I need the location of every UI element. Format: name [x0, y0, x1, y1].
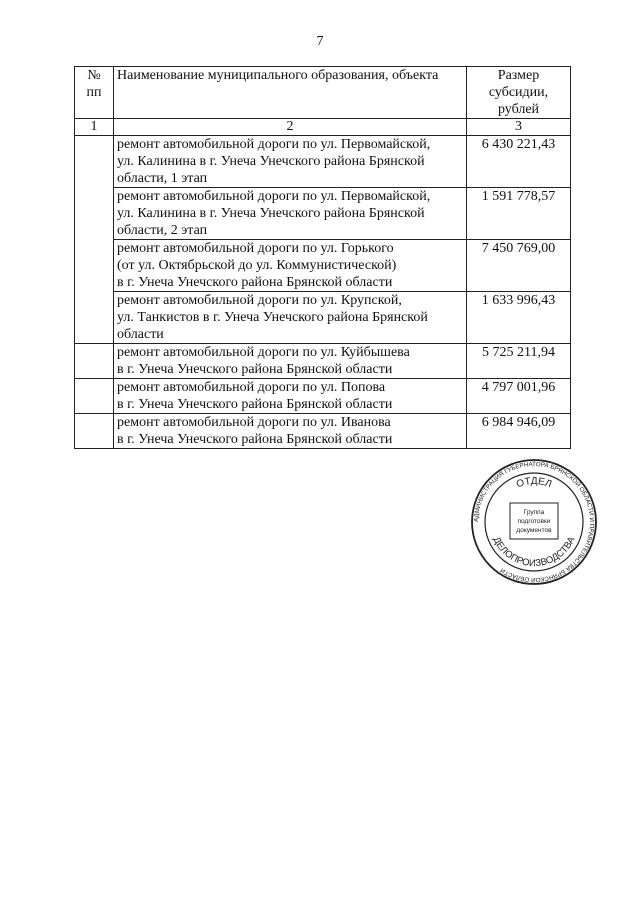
header-amount	[467, 67, 571, 119]
row-name-line: ремонт автомобильной дороги по ул. Первомайской,	[117, 137, 431, 152]
header-number-line1: №	[87, 68, 101, 83]
row-number	[75, 292, 114, 344]
header-amount-line3: рублей	[497, 102, 540, 117]
column-numbers-row	[75, 119, 571, 136]
subsidy-table	[74, 66, 571, 449]
row-name-line: ул. Калинина в г. Унеча Унечского района Брянской	[117, 206, 425, 221]
row-object-name	[114, 344, 467, 379]
row-name-line: в г. Унеча Унечского района Брянской области	[117, 275, 393, 290]
table-row	[75, 344, 571, 379]
column-number-1: 1	[75, 119, 114, 136]
stamp-graphic	[470, 458, 598, 586]
stamp-center-line: Группа	[523, 509, 545, 516]
header-amount-line2: субсидии,	[488, 85, 549, 100]
row-name-line: ремонт автомобильной дороги по ул. Первомайской,	[117, 189, 431, 204]
stamp-center-line: подготовки	[517, 518, 551, 525]
table-row	[75, 292, 571, 344]
row-object-name	[114, 136, 467, 188]
row-name-line: в г. Унеча Унечского района Брянской области	[117, 397, 393, 412]
row-amount: 1 633 996,43	[467, 292, 571, 344]
row-name-line: области	[117, 327, 164, 342]
table-row	[75, 379, 571, 414]
header-name: Наименование муниципального образования, объекта	[114, 67, 467, 119]
row-object-name	[114, 240, 467, 292]
row-number	[75, 379, 114, 414]
header-number-line2: пп	[86, 85, 102, 100]
row-number	[75, 136, 114, 188]
table-header-row	[75, 67, 571, 119]
table-row	[75, 188, 571, 240]
row-number	[75, 414, 114, 449]
page-number: 7	[316, 34, 324, 49]
row-object-name	[114, 188, 467, 240]
row-name-line: в г. Унеча Унечского района Брянской области	[117, 432, 393, 447]
row-name-line: ремонт автомобильной дороги по ул. Иванова	[117, 415, 391, 430]
row-name-line: области, 2 этап	[117, 223, 208, 238]
row-name-line: ул. Танкистов в г. Унеча Унечского района Брянской	[117, 310, 428, 325]
row-name-line: (от ул. Октябрьской до ул. Коммунистической)	[117, 258, 397, 273]
stamp-bottom-text: ДЕЛОПРОИЗВОДСТВА	[490, 535, 578, 570]
row-amount: 6 984 946,09	[467, 414, 571, 449]
office-stamp	[470, 458, 598, 586]
row-number	[75, 344, 114, 379]
row-amount: 4 797 001,96	[467, 379, 571, 414]
stamp-outer-text: АДМИНИСТРАЦИЯ ГУБЕРНАТОРА БРЯНСКОЙ ОБЛАСТИ И ПРАВИТЕЛЬСТВА БРЯНСКОЙ ОБЛАСТИ	[472, 460, 596, 584]
row-number	[75, 240, 114, 292]
table-row	[75, 240, 571, 292]
column-number-2: 2	[114, 119, 467, 136]
row-amount: 7 450 769,00	[467, 240, 571, 292]
row-name-line: области, 1 этап	[117, 171, 208, 186]
row-amount: 5 725 211,94	[467, 344, 571, 379]
row-name-line: ул. Калинина в г. Унеча Унечского района Брянской	[117, 154, 425, 169]
table-row	[75, 414, 571, 449]
header-number	[75, 67, 114, 119]
row-name-line: ремонт автомобильной дороги по ул. Крупской,	[117, 293, 402, 308]
row-object-name	[114, 414, 467, 449]
header-amount-line1: Размер	[497, 68, 540, 83]
table-row	[75, 136, 571, 188]
stamp-top-text: ОТДЕЛ	[515, 475, 554, 491]
row-amount: 6 430 221,43	[467, 136, 571, 188]
stamp-center-line: документов	[516, 527, 552, 534]
row-object-name	[114, 379, 467, 414]
row-number	[75, 188, 114, 240]
column-number-3: 3	[467, 119, 571, 136]
row-name-line: в г. Унеча Унечского района Брянской области	[117, 362, 393, 377]
row-object-name	[114, 292, 467, 344]
row-amount: 1 591 778,57	[467, 188, 571, 240]
row-name-line: ремонт автомобильной дороги по ул. Попова	[117, 380, 386, 395]
row-name-line: ремонт автомобильной дороги по ул. Горького	[117, 241, 394, 256]
row-name-line: ремонт автомобильной дороги по ул. Куйбышева	[117, 345, 410, 360]
